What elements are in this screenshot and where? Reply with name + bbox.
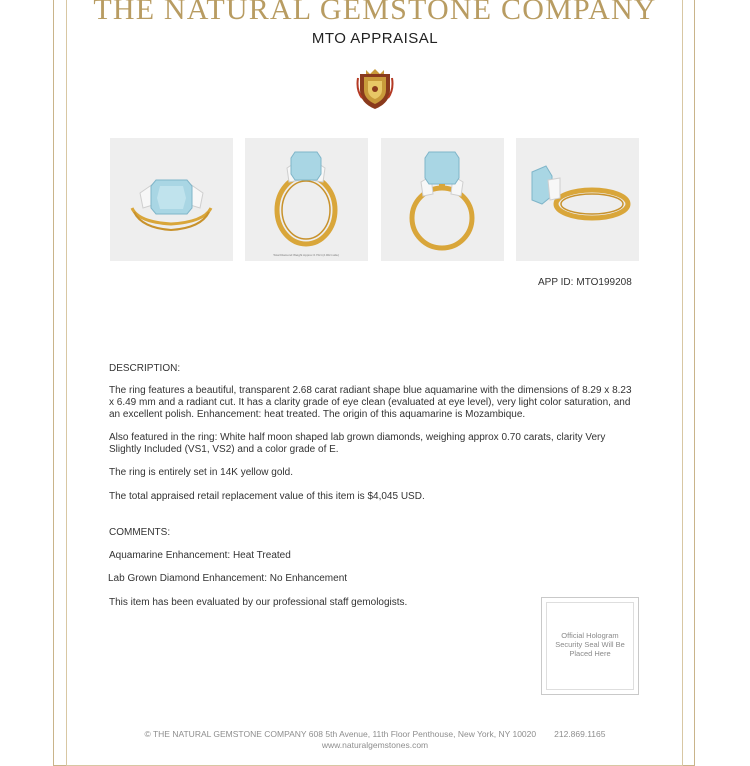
ring-front-view-photo: [110, 138, 233, 261]
description-paragraph: The ring features a beautiful, transparent 2.68 carat radiant shape blue aquamarine with the dimensions of 8.29 x 8.23 x 6.49 mm and a radiant cut. It has a clarity grade of eye clean (evaluated at eye level), very light color saturation, and an excellent polish. Enhancement: heat treated. The origin of this aquamarine is Mozambique.: [109, 385, 632, 420]
ring-angle-view-photo: [516, 138, 639, 261]
comment-item: Lab Grown Diamond Enhancement: No Enhancement: [108, 573, 348, 584]
comments-heading: COMMENTS:: [109, 527, 171, 538]
comment-item: This item has been evaluated by our professional staff gemologists.: [109, 597, 408, 608]
ring-profile-view-photo: [381, 138, 504, 261]
footer-phone: 212.869.1165: [554, 729, 606, 739]
shield-crest-icon: [356, 68, 394, 110]
description-paragraph: The total appraised retail replacement value of this item is $4,045 USD.: [109, 491, 425, 502]
footer: [0, 729, 750, 751]
seal-text: Official Hologram Security Seal Will Be Placed Here: [555, 631, 625, 658]
ring-side-view-photo: [245, 138, 368, 261]
comment-item: Aquamarine Enhancement: Heat Treated: [109, 550, 291, 561]
company-name: THE NATURAL GEMSTONE COMPANY: [93, 0, 657, 26]
description-paragraph: Also featured in the ring: White half moon shaped lab grown diamonds, weighing approx 0.70 carats, clarity Very Slightly Included (VS1, VS2) and a color grade of E.: [109, 432, 606, 455]
appraisal-id: [535, 277, 632, 288]
footer-address-line: [0, 729, 750, 740]
appraisal-id-label: APP ID:: [538, 277, 574, 288]
appraisal-id-value: MTO199208: [576, 277, 632, 288]
description-paragraph: The ring is entirely set in 14K yellow gold.: [109, 467, 293, 478]
document-title: MTO APPRAISAL: [311, 30, 439, 47]
footer-website[interactable]: www.naturalgemstones.com: [321, 740, 429, 750]
hologram-seal-placeholder: [541, 597, 639, 695]
description-heading: DESCRIPTION:: [109, 363, 181, 374]
footer-address: © THE NATURAL GEMSTONE COMPANY 608 5th Avenue, 11th Floor Penthouse, New York, NY 10020: [144, 729, 537, 739]
photo-caption: Total Diamond Weight Approx 0.70ct (2.00ct side): [273, 253, 339, 257]
